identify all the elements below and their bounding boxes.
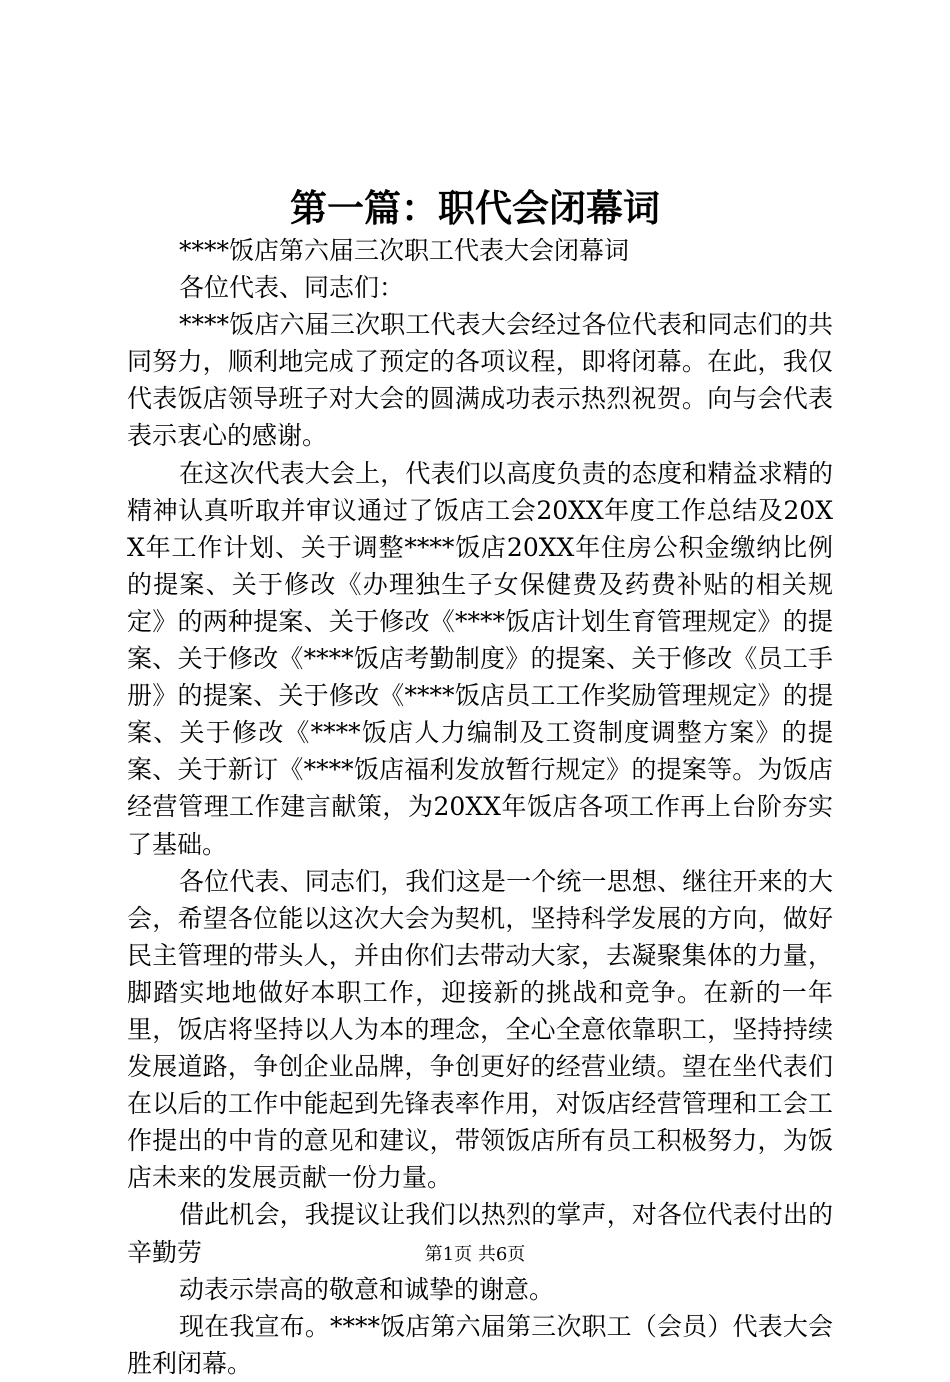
- paragraph-opening: ****饭店六届三次职工代表大会经过各位代表和同志们的共同努力，顺利地完成了预定的各项议程，即将闭幕。在此，我仅代表饭店领导班子对大会的圆满成功表示热烈祝贺。向与会代表表示衷心的感谢。: [127, 310, 833, 451]
- paragraph-outlook: 各位代表、同志们，我们这是一个统一思想、继往开来的大会，希望各位能以这次大会为契机，坚持科学发展的方向，做好民主管理的带头人，并由你们去带动大家，去凝聚集体的力量，脚踏实地地做好本职工作，迎接新的挑战和竞争。在新的一年里，饭店将坚持以人为本的理念，全心全意依靠职工，坚持持续发展道路，争创企业品牌，争创更好的经营业绩。望在坐代表们在以后的工作中能起到先锋表率作用，对饭店经营管理和工会工作提出的中肯的意见和建议，带领饭店所有员工积极努力，为饭店未来的发展贡献一份力量。: [127, 866, 833, 1193]
- document-body: [127, 232, 833, 1382]
- paragraph-thanks-continued: 动表示崇高的敬意和诚挚的谢意。: [179, 1274, 555, 1304]
- salutation: 各位代表、同志们：: [179, 273, 405, 303]
- paragraph-thanks: 借此机会，我提议让我们以热烈的掌声，对各位代表付出的辛勤劳: [127, 1200, 833, 1267]
- speech-heading: ****饭店第六届三次职工代表大会闭幕词: [179, 236, 630, 265]
- paragraph-closing: 现在我宣布。****饭店第六届第三次职工（会员）代表大会胜利闭幕。: [127, 1311, 833, 1378]
- paragraph-proposals: 在这次代表大会上，代表们以高度负责的态度和精益求精的精神认真听取并审议通过了饭店工会20XX年度工作总结及20XX年工作计划、关于调整****饭店20XX年住房公积金缴纳比例的提案、关于修改《办理独生子女保健费及药费补贴的相关规定》的两种提案、关于修改《****饭店计划生育管理规定》的提案、关于修改《****饭店考勤制度》的提案、关于修改《员工手册》的提案、关于修改《****饭店员工工作奖励管理规定》的提案、关于修改《****饭店人力编制及工资制度调整方案》的提案、关于新订《****饭店福利发放暂行规定》的提案等。为饭店经营管理工作建言献策，为20XX年饭店各项工作再上台阶夯实了基础。: [127, 458, 833, 859]
- document-title: 第一篇：职代会闭幕词: [290, 186, 660, 230]
- page-number-footer: 第1页 共6页: [424, 1244, 526, 1265]
